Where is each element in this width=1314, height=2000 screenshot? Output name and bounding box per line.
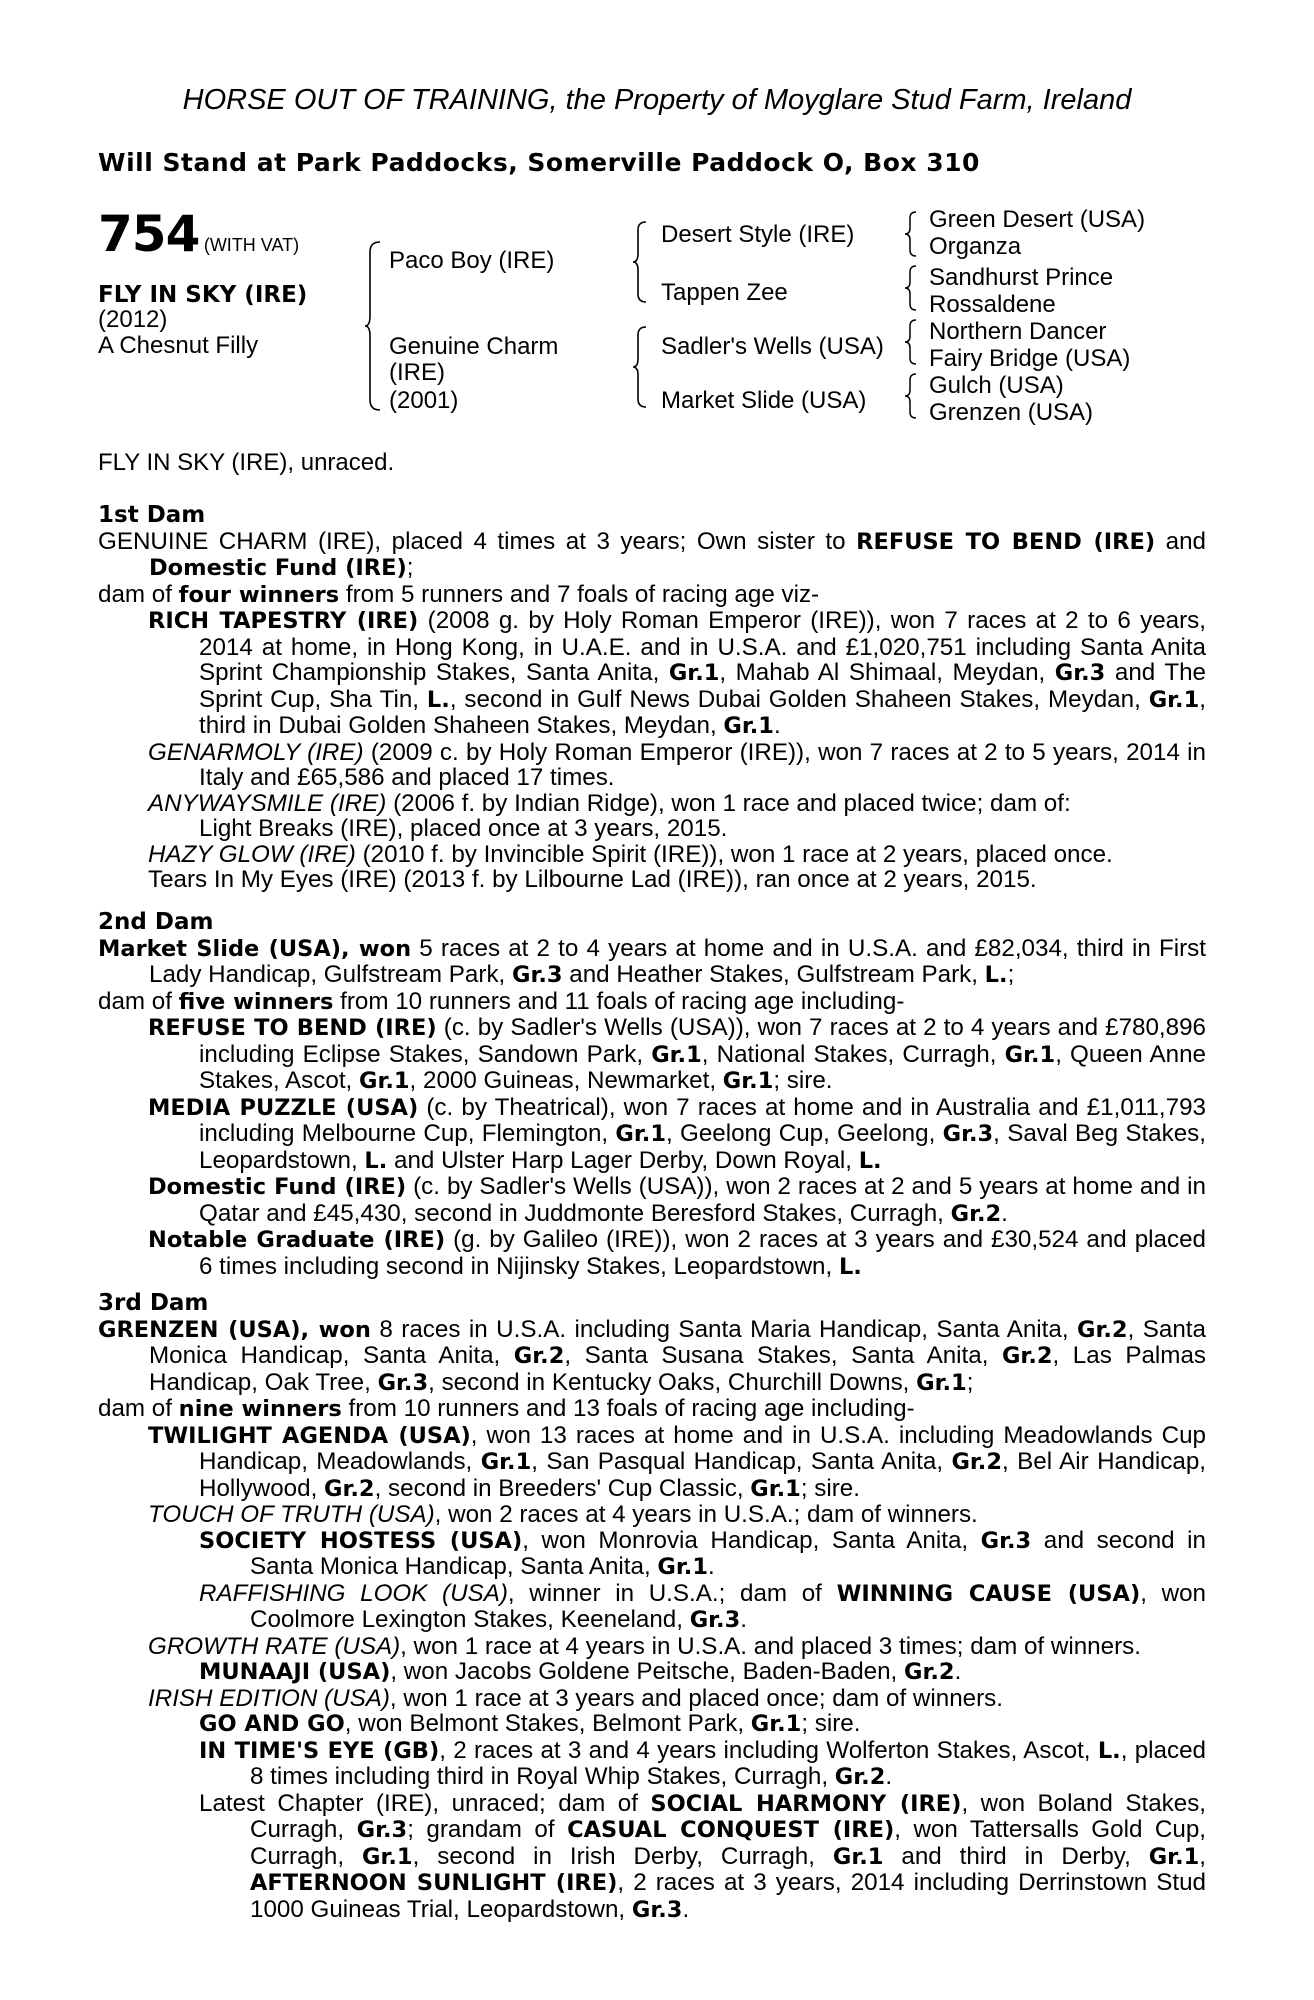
produce-munaaji: MUNAAJI (USA), won Jacobs Goldene Peitsche, Baden-Baden, Gr.2. [199,1658,962,1685]
pedigree-g2: Organza [929,233,1022,260]
horse-description: A Chesnut Filly [98,332,259,359]
produce-light-breaks: Light Breaks (IRE), placed once at 3 years, 2015. [199,815,728,842]
produce-notable-graduate: Notable Graduate (IRE) (g. by Galileo (IRE)), won 2 races at 3 years and £30,524 and placed 6 times including second in Nijinsky Stakes, Leopardstown, L. [148,1226,1206,1280]
produce-hazy-glow: HAZY GLOW (IRE) (2010 f. by Invincible Spirit (IRE)), won 1 race at 2 years, placed once. [148,840,1113,868]
first-dam-heading: 1st Dam [98,502,206,528]
horse-name: FLY IN SKY (IRE) [98,282,308,308]
pedigree-sire-dam: Tappen Zee [661,279,788,306]
produce-society-hostess: SOCIETY HOSTESS (USA), won Monrovia Handicap, Santa Anita, Gr.3 and second in Santa Monica Handicap, Santa Anita, Gr.1. [199,1526,1206,1580]
pedigree-g1: Green Desert (USA) [929,206,1146,233]
lot-number: 754 [98,205,200,263]
pedigree-brace-dam [632,325,650,409]
pedigree-brace-g1 [904,210,920,258]
second-dam-produce-summary: dam of five winners from 10 runners and 11 foals of racing age including- [98,987,905,1015]
produce-rich-tapestry: RICH TAPESTRY (IRE) (2008 g. by Holy Roman Emperor (IRE)), won 7 races at 2 to 6 years, 2014 at home, in Hong Kong, in U.A.E. and in U.S.A. and £1,020,751 including Santa Anita Sprint Championship Stakes, Santa Anita, Gr.1, Mahab Al Shimaal, Meydan, Gr.3 and The Sprint Cup, Sha Tin, L., second in Gulf News Dubai Golden Shaheen Stakes, Meydan, Gr.1, third in Dubai Golden Shaheen Stakes, Meydan, Gr.1. [148,607,1206,739]
produce-anywaysmile: ANYWAYSMILE (IRE) (2006 f. by Indian Ridge), won 1 race and placed twice; dam of: [148,789,1071,817]
second-dam-section [98,910,1206,1280]
pedigree-g6: Fairy Bridge (USA) [929,345,1131,372]
first-dam-section [98,503,1206,893]
first-dam-produce-summary: dam of four winners from 5 runners and 7 foals of racing age viz- [98,580,820,608]
pedigree-g5: Northern Dancer [929,318,1107,345]
produce-genarmoly: GENARMOLY (IRE) (2009 c. by Holy Roman Emperor (IRE)), won 7 races at 2 to 5 years, 2014 in Italy and £65,586 and placed 17 times. [148,738,1206,791]
pedigree-dam-line1: Genuine Charm [389,333,559,360]
third-dam-produce-summary: dam of nine winners from 10 runners and 13 foals of racing age including- [98,1395,915,1422]
produce-latest-chapter: Latest Chapter (IRE), unraced; dam of SOCIAL HARMONY (IRE), won Boland Stakes, Curragh, Gr.3; grandam of CASUAL CONQUEST (IRE), won Tattersalls Gold Cup, Curragh, Gr.1, second in Irish Derby, Curragh, Gr.1 and third in Derby, Gr.1, AFTERNOON SUNLIGHT (IRE), 2 races at 3 years, 2014 including Derrinstown Stud 1000 Guineas Trial, Leopardstown, Gr.3. [199,1789,1207,1923]
second-dam-summary: Market Slide (USA), won 5 races at 2 to 4 years at home and in U.S.A. and £82,034, third in First Lady Handicap, Gulfstream Park, Gr.3 and Heather Stakes, Gulfstream Park, L.; [98,934,1206,988]
third-dam-section [98,1291,1206,1923]
third-dam-summary: GRENZEN (USA), won 8 races in U.S.A. including Santa Maria Handicap, Santa Anita, Gr.2, Santa Monica Handicap, Santa Anita, Gr.2, Santa Susana Stakes, Santa Anita, Gr.2, Las Palmas Handicap, Oak Tree, Gr.3, second in Kentucky Oaks, Churchill Downs, Gr.1; [98,1315,1206,1396]
produce-touch-of-truth: TOUCH OF TRUTH (USA), won 2 races at 4 years in U.S.A.; dam of winners. [148,1501,978,1528]
pedigree-brace-g4 [904,372,920,420]
lot-block [98,205,299,263]
produce-media-puzzle: MEDIA PUZZLE (USA) (c. by Theatrical), won 7 races at home and in Australia and £1,011,793 including Melbourne Cup, Flemington, Gr.1, Geelong Cup, Geelong, Gr.3, Saval Beg Stakes, Leopardstown, L. and Ulster Harp Lager Derby, Down Royal, L. [148,1093,1206,1174]
produce-domestic-fund: Domestic Fund (IRE) (c. by Sadler's Wells (USA)), won 2 races at 2 and 5 years at home and in Qatar and £45,430, second in Juddmonte Beresford Stakes, Curragh, Gr.2. [148,1173,1206,1227]
produce-raffishing-look: RAFFISHING LOOK (USA), winner in U.S.A.; dam of WINNING CAUSE (USA), won Coolmore Lexington Stakes, Keeneland, Gr.3. [199,1579,1207,1633]
produce-refuse-to-bend: REFUSE TO BEND (IRE) (c. by Sadler's Wells (USA)), won 7 races at 2 to 4 years and £780,896 including Eclipse Stakes, Sandown Park, Gr.1, National Stakes, Curragh, Gr.1, Queen Anne Stakes, Ascot, Gr.1, 2000 Guineas, Newmarket, Gr.1; sire. [148,1014,1207,1094]
pedigree-g7: Gulch (USA) [929,372,1064,399]
third-dam-heading: 3rd Dam [98,1290,209,1316]
pedigree-sire: Paco Boy (IRE) [389,247,555,274]
produce-go-and-go: GO AND GO, won Belmont Stakes, Belmont Park, Gr.1; sire. [199,1710,861,1737]
first-dam-summary: GENUINE CHARM (IRE), placed 4 times at 3 years; Own sister to REFUSE TO BEND (IRE) and Domestic Fund (IRE); [98,527,1206,581]
intro-line: FLY IN SKY (IRE), unraced. [98,449,395,476]
second-dam-heading: 2nd Dam [98,909,214,935]
pedigree-dam-sire: Sadler's Wells (USA) [661,333,884,360]
pedigree-brace-g3 [904,318,920,366]
stand-location: Will Stand at Park Paddocks, Somerville Paddock O, Box 310 [98,148,980,177]
produce-twilight-agenda: TWILIGHT AGENDA (USA), won 13 races at home and in U.S.A. including Meadowlands Cup Handicap, Meadowlands, Gr.1, San Pasqual Handicap, Santa Anita, Gr.2, Bel Air Handicap, Hollywood, Gr.2, second in Breeders' Cup Classic, Gr.1; sire. [148,1421,1207,1502]
page-header-title: HORSE OUT OF TRAINING, the Property of Moyglare Stud Farm, Ireland [182,84,1132,116]
vat-label: (WITH VAT) [203,235,300,255]
pedigree-brace-sire [632,220,650,304]
produce-in-times-eye: IN TIME'S EYE (GB), 2 races at 3 and 4 years including Wolferton Stakes, Ascot, L., placed 8 times including third in Royal Whip Stakes, Curragh, Gr.2. [199,1736,1206,1790]
produce-growth-rate: GROWTH RATE (USA), won 1 race at 4 years in U.S.A. and placed 3 times; dam of winners. [148,1632,1141,1660]
pedigree-g3: Sandhurst Prince [929,264,1114,291]
pedigree-brace-g2 [904,264,920,312]
pedigree-dam-dam: Market Slide (USA) [661,387,867,414]
pedigree-dam-line2: (IRE) [389,359,445,386]
produce-tears-in-my-eyes: Tears In My Eyes (IRE) (2013 f. by Lilbourne Lad (IRE)), ran once at 2 years, 2015. [148,866,1037,893]
produce-irish-edition: IRISH EDITION (USA), won 1 race at 3 years and placed once; dam of winners. [148,1684,1003,1712]
pedigree-g8: Grenzen (USA) [929,399,1094,426]
pedigree-g4: Rossaldene [929,291,1056,318]
pedigree-dam-line3: (2001) [389,387,459,414]
pedigree-brace-parents [364,240,384,412]
pedigree-sire-sire: Desert Style (IRE) [661,221,855,248]
horse-year: (2012) [98,306,168,333]
